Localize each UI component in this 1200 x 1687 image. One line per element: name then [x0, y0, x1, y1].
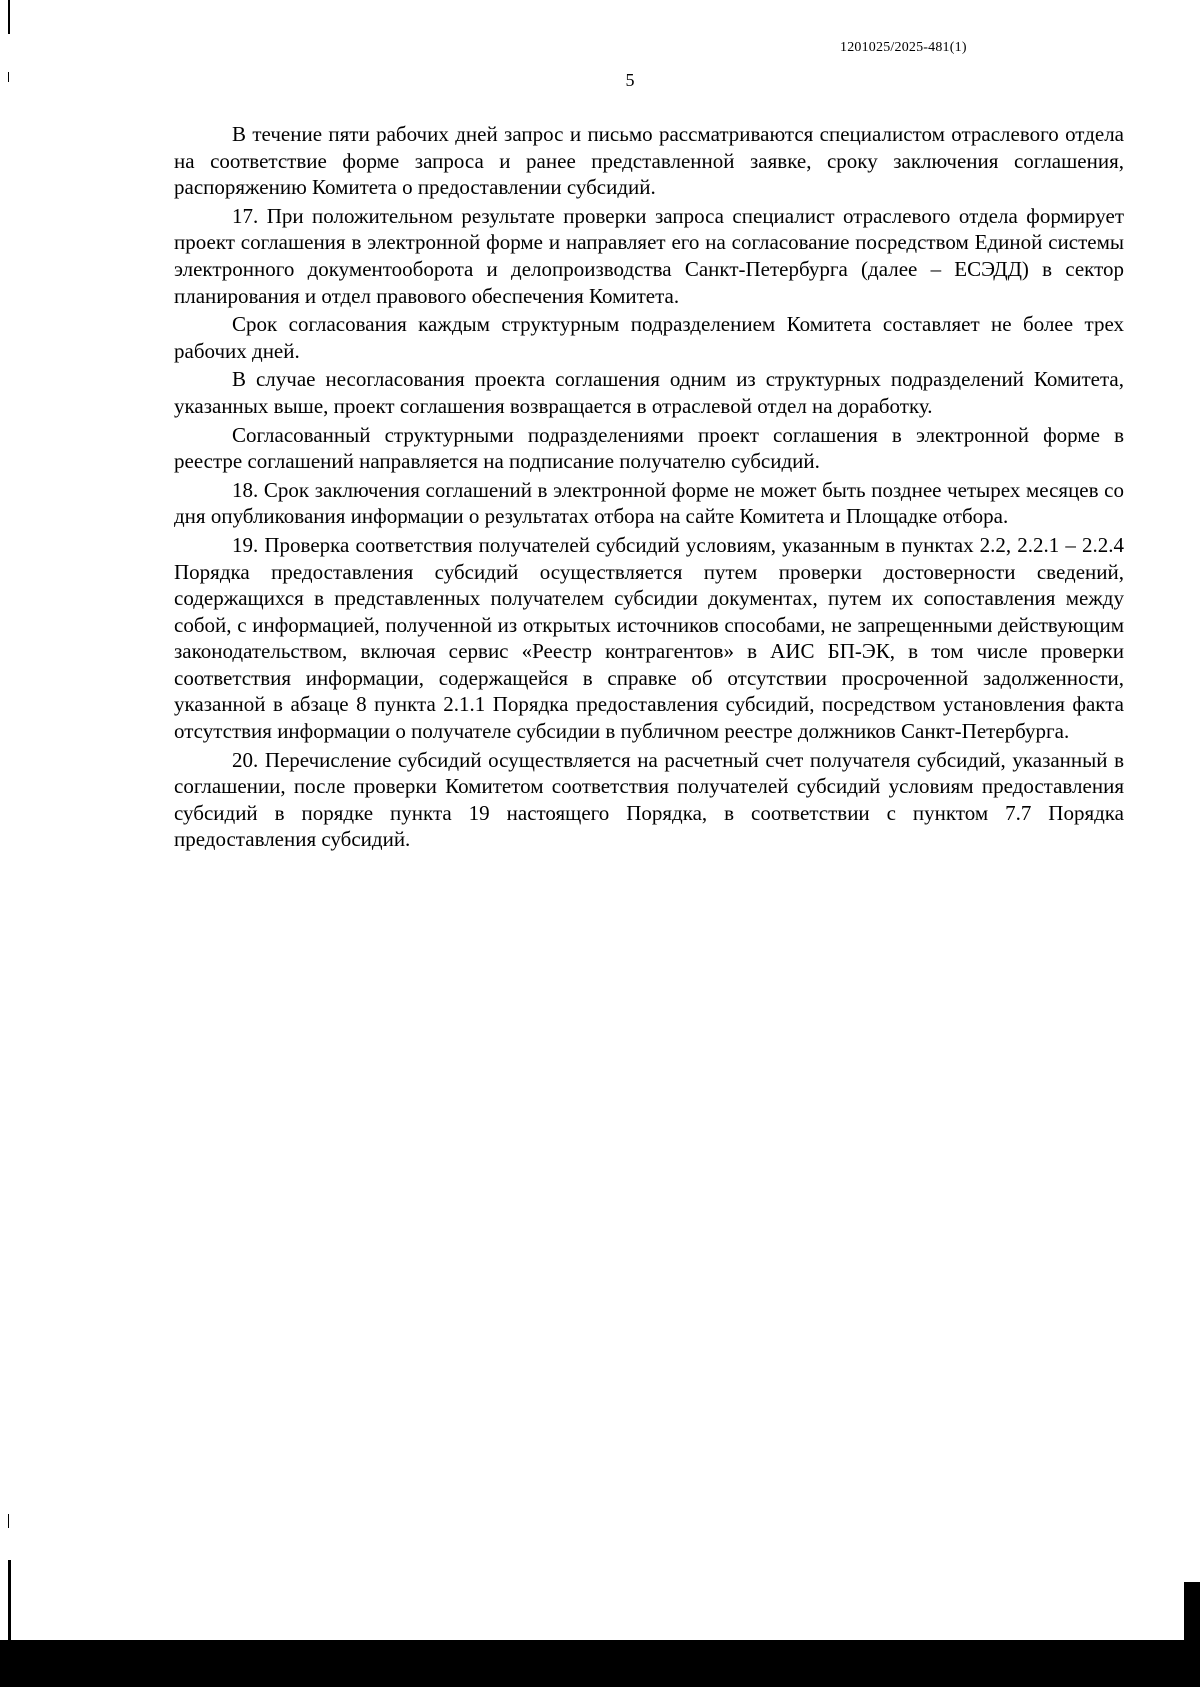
document-body [174, 121, 1124, 855]
paragraph-approval-term: Срок согласования каждым структурным подразделением Комитета составляет не более трех рабочих дней. [174, 312, 1124, 363]
paragraph-signing: Согласованный структурными подразделениями проект соглашения в электронной форме в реестре соглашений направляется на подписание получателю субсидий. [174, 422, 1124, 474]
page-number: 5 [625, 70, 635, 90]
paragraph-non-approval: В случае несогласования проекта соглашения одним из структурных подразделений Комитета, указанных выше, проект соглашения возвращается в отраслевой отдел на доработку. [174, 367, 1124, 418]
scan-bottom-shadow [0, 1640, 1200, 1687]
scan-edge-shadow [1184, 1582, 1200, 1642]
paragraph-item-18: 18. Срок заключения соглашений в электронной форме не может быть позднее четырех месяцев со дня опубликования информации о результатах отбора на сайте Комитета и Площадке отбора. [174, 477, 1124, 529]
scan-edge-mark [8, 0, 10, 34]
paragraph-item-17: 17. При положительном результате проверки запроса специалист отраслевого отдела формирует проект соглашения в электронной форме и направляет его на согласование посредством Единой системы электронного документооборота и делопроизводства Санкт-Петербурга (далее – ЕСЭДД) в сектор планирования и отдел правового обеспечения Комитета. [174, 203, 1124, 308]
document-registration-number: 1201025/2025-481(1) [840, 40, 967, 55]
paragraph-item-19: 19. Проверка соответствия получателей субсидий условиям, указанным в пунктах 2.2, 2.2.1 – 2.2.4 Порядка предоставления субсидий осуществляется путем проверки достоверности сведений, содержащихся в представленных получателем субсидии документах, путем их сопоставления между собой, с информацией, полученной из открытых источников способами, не запрещенными действующим законодательством, включая сервис «Реестр контрагентов» в АИС БП-ЭК, в том числе проверки соответствия информации, содержащейся в справке об отсутствии просроченной задолженности, указанной в абзаце 8 пункта 2.1.1 Порядка предоставления субсидий, посредством установления факта отсутствия информации о получателе субсидии в публичном реестре должников Санкт-Петербурга. [174, 532, 1124, 744]
scan-edge-mark [8, 1514, 9, 1528]
paragraph-item-20: 20. Перечисление субсидий осуществляется на расчетный счет получателя субсидий, указанный в соглашении, после проверки Комитетом соответствия получателей субсидий условиям предоставления субсидий в порядке пункта 19 настоящего Порядка, в соответствии с пунктом 7.7 Порядка предоставления субсидий. [174, 747, 1124, 852]
paragraph-review-period: В течение пяти рабочих дней запрос и письмо рассматриваются специалистом отраслевого отдела на соответствие форме запроса и ранее представленной заявке, сроку заключения соглашения, распоряжению Комитета о предоставлении субсидий. [174, 122, 1124, 200]
